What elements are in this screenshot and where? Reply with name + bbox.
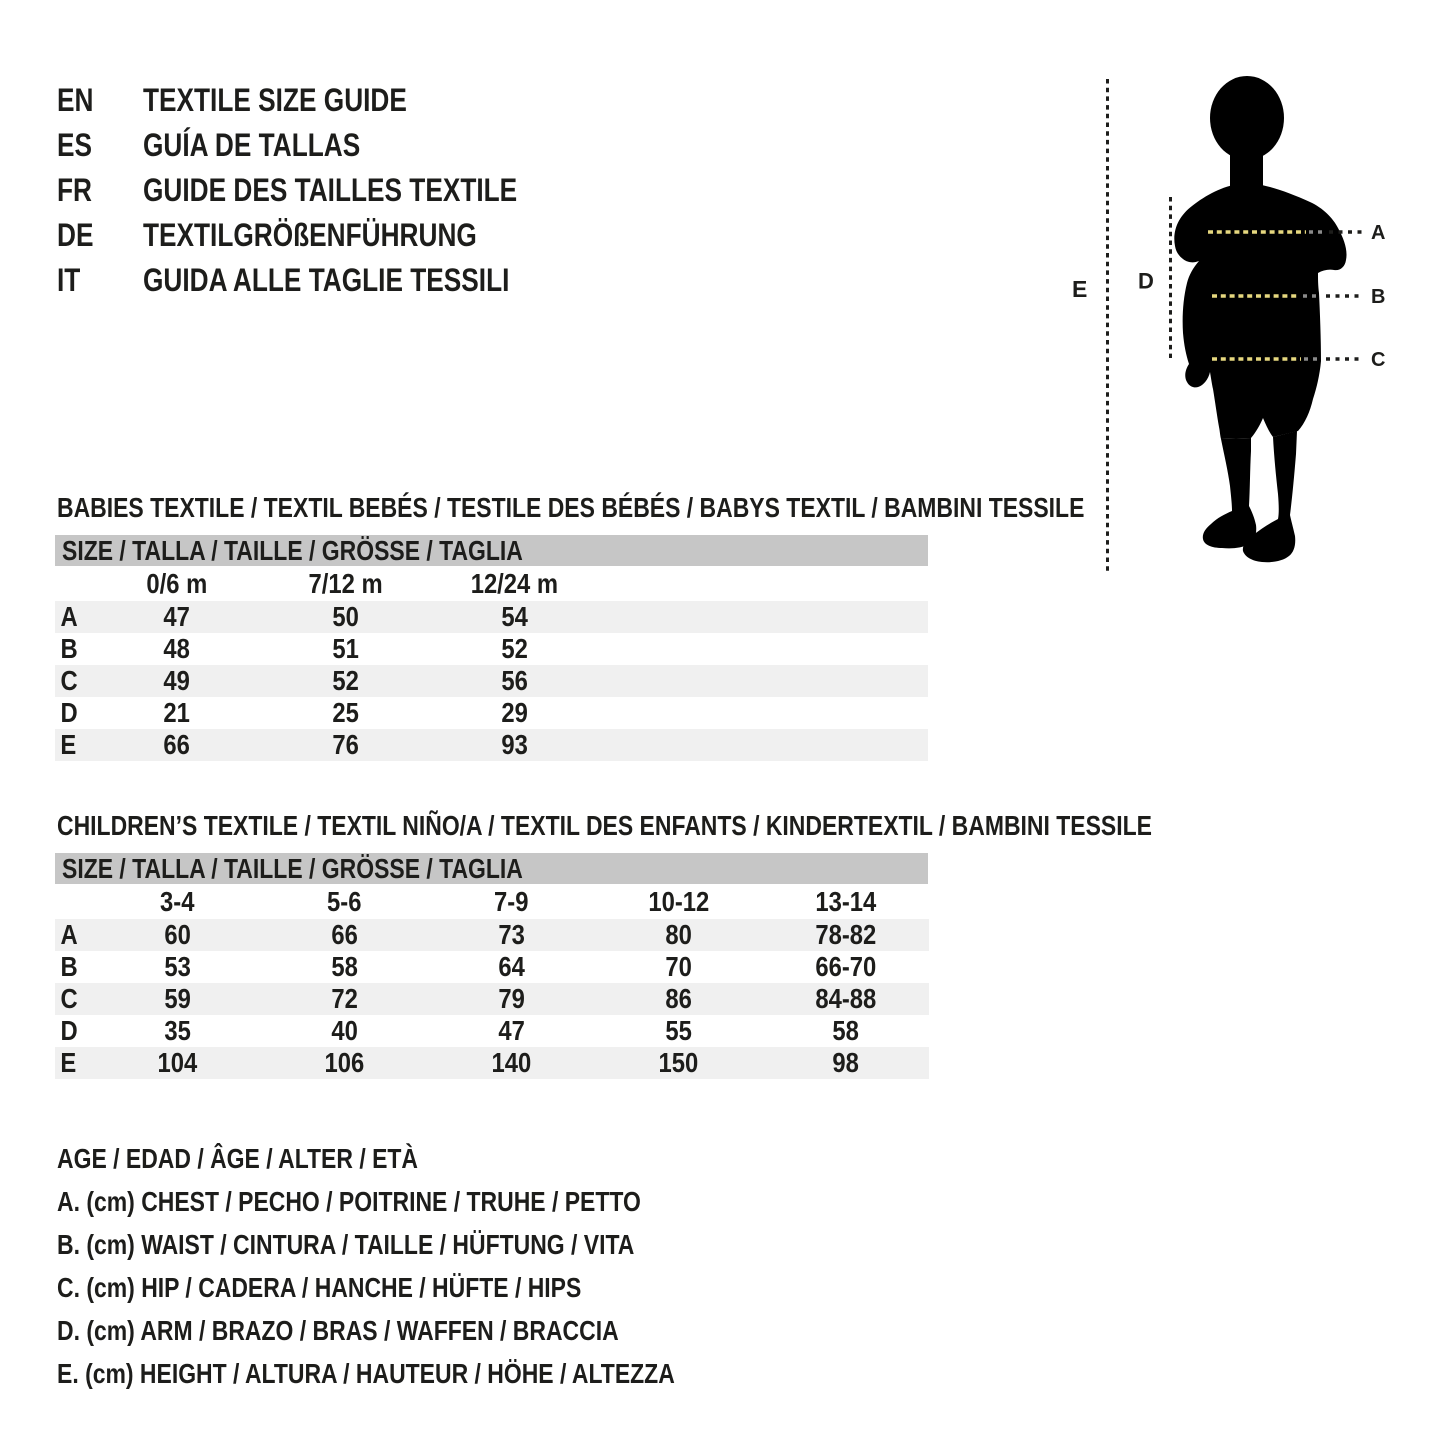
cell: 48: [163, 633, 190, 664]
language-title: TEXTILE SIZE GUIDE: [143, 82, 407, 118]
row-label: D: [60, 1015, 78, 1046]
cell: 79: [498, 983, 525, 1014]
cell: 60: [164, 919, 191, 950]
column-header: 12/24 m: [470, 567, 559, 599]
table-row: [55, 665, 928, 697]
cell: 35: [164, 1015, 191, 1046]
table-row: [55, 1015, 929, 1047]
legend-line-age: AGE / EDAD / ÂGE / ALTER / ETÀ: [57, 1142, 419, 1174]
language-row: [57, 258, 599, 303]
language-title: TEXTILGRÖßENFÜHRUNG: [143, 217, 477, 253]
table-row: [55, 919, 929, 951]
language-title: GUIDE DES TAILLES TEXTILE: [143, 172, 518, 208]
cell: 84-88: [815, 983, 876, 1014]
language-code: DE: [57, 217, 94, 253]
babies-size-header-bar: [55, 535, 928, 566]
row-label: A: [60, 601, 78, 632]
cell: 47: [498, 1015, 525, 1046]
language-row: [57, 213, 599, 258]
language-code: IT: [57, 262, 81, 298]
table-row: [55, 601, 928, 633]
row-label: D: [60, 697, 78, 728]
cell: 150: [658, 1047, 699, 1078]
column-header: 5-6: [327, 885, 362, 917]
measurement-legend: [57, 1137, 810, 1395]
children-size-header-bar: [55, 853, 928, 884]
cell: 25: [332, 697, 359, 728]
cell: 53: [164, 951, 191, 982]
cell: 51: [332, 633, 359, 664]
legend-line-hip: C. (cm) HIP / CADERA / HANCHE / HÜFTE / HIPS: [57, 1271, 582, 1303]
cell: 59: [164, 983, 191, 1014]
label-hip-c: C: [1371, 349, 1386, 371]
babies-size-table: [55, 535, 928, 761]
language-code: FR: [57, 172, 92, 208]
cell: 73: [498, 919, 525, 950]
cell: 64: [498, 951, 525, 982]
cell: 66-70: [815, 951, 876, 982]
row-label: E: [60, 1047, 77, 1078]
cell: 80: [665, 919, 692, 950]
column-header: 7/12 m: [308, 567, 383, 599]
cell: 58: [331, 951, 358, 982]
row-label: B: [60, 951, 78, 982]
cell: 104: [157, 1047, 198, 1078]
language-code: EN: [57, 82, 94, 118]
label-chest-a: A: [1371, 222, 1386, 244]
child-silhouette-icon: [1174, 76, 1346, 562]
cell: 52: [332, 665, 359, 696]
cell: 56: [501, 665, 528, 696]
language-title: GUIDA ALLE TAGLIE TESSILI: [143, 262, 510, 298]
row-label: A: [60, 919, 78, 950]
table-row: [55, 951, 929, 983]
size-header-label: SIZE / TALLA / TAILLE / GRÖSSE / TAGLIA: [62, 534, 523, 566]
row-label: C: [60, 983, 78, 1014]
cell: 140: [491, 1047, 532, 1078]
language-row: [57, 78, 599, 123]
children-section-title: CHILDREN’S TEXTILE / TEXTIL NIÑO/A / TEXTIL DES ENFANTS / KINDERTEXTIL / BAMBINI TESSILE: [57, 810, 1152, 841]
cell: 50: [332, 601, 359, 632]
babies-section-title: BABIES TEXTILE / TEXTIL BEBÉS / TESTILE DES BÉBÉS / BABYS TEXTIL / BAMBINI TESSILE: [57, 492, 1085, 523]
silhouette-torso: [1174, 184, 1346, 439]
legend-line-arm: D. (cm) ARM / BRAZO / BRAS / WAFFEN / BRACCIA: [57, 1314, 619, 1346]
babies-table: [55, 566, 928, 761]
column-header: 7-9: [494, 885, 529, 917]
cell: 70: [665, 951, 692, 982]
column-header: 3-4: [160, 885, 195, 917]
size-header-label: SIZE / TALLA / TAILLE / GRÖSSE / TAGLIA: [62, 852, 523, 884]
children-size-table: [55, 853, 928, 1079]
table-row: [55, 633, 928, 665]
language-code: ES: [57, 127, 93, 163]
table-row: [55, 729, 928, 761]
cell: 72: [331, 983, 358, 1014]
table-row: [55, 697, 928, 729]
legend-line-chest: A. (cm) CHEST / PECHO / POITRINE / TRUHE / PETTO: [57, 1185, 641, 1217]
column-header: 13-14: [815, 885, 876, 917]
silhouette-neck: [1230, 143, 1263, 191]
cell: 66: [163, 729, 190, 760]
cell: 21: [163, 697, 190, 728]
cell: 49: [163, 665, 190, 696]
cell: 58: [832, 1015, 859, 1046]
legend-line-waist: B. (cm) WAIST / CINTURA / TAILLE / HÜFTUNG / VITA: [57, 1228, 635, 1260]
column-header: 10-12: [648, 885, 709, 917]
label-arm-d: D: [1138, 268, 1154, 294]
language-title: GUÍA DE TALLAS: [143, 127, 361, 163]
language-row: [57, 168, 599, 213]
column-header: 0/6 m: [146, 567, 207, 599]
row-label: B: [60, 633, 78, 664]
children-column-header-row: [55, 884, 929, 919]
cell: 40: [331, 1015, 358, 1046]
cell: 55: [665, 1015, 692, 1046]
babies-column-header-row: [55, 566, 928, 601]
row-label: C: [60, 665, 78, 696]
legend-line-height: E. (cm) HEIGHT / ALTURA / HAUTEUR / HÖHE / ALTEZZA: [57, 1357, 675, 1389]
language-row: [57, 123, 599, 168]
cell: 78-82: [815, 919, 876, 950]
cell: 93: [501, 729, 528, 760]
cell: 54: [501, 601, 528, 632]
cell: 76: [332, 729, 359, 760]
language-title-block: [57, 78, 599, 303]
table-row: [55, 1047, 929, 1079]
cell: 86: [665, 983, 692, 1014]
cell: 98: [832, 1047, 859, 1078]
cell: 106: [324, 1047, 365, 1078]
label-height-e: E: [1072, 276, 1088, 302]
cell: 29: [501, 697, 528, 728]
cell: 52: [501, 633, 528, 664]
cell: 66: [331, 919, 358, 950]
children-table: [55, 884, 929, 1079]
row-label: E: [60, 729, 77, 760]
label-waist-b: B: [1371, 286, 1386, 308]
cell: 47: [163, 601, 190, 632]
table-row: [55, 983, 929, 1015]
